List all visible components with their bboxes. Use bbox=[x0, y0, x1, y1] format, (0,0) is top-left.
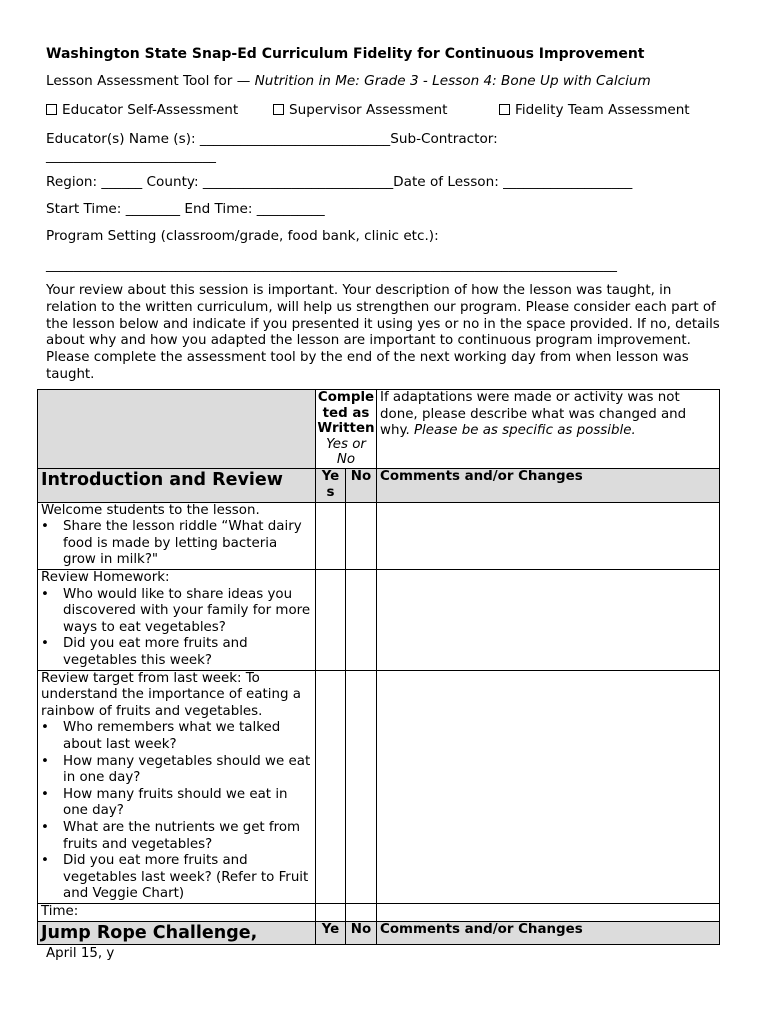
footer-date: April 15, y bbox=[46, 946, 115, 961]
completed-as-written-header: Comple ted as Written Yes or No bbox=[317, 390, 375, 467]
list-item: • Who remembers what we talked about last week? bbox=[63, 720, 312, 753]
comments-cell[interactable] bbox=[377, 570, 720, 671]
subtitle-prefix: Lesson Assessment Tool for — bbox=[46, 73, 255, 89]
list-item: • What are the nutrients we get from fruits and vegetables? bbox=[63, 820, 312, 853]
comments-column-header: Comments and/or Changes bbox=[377, 468, 720, 502]
no-cell[interactable] bbox=[346, 570, 377, 671]
review-target-cell: Review target from last week: To understand the importance of eating a rainbow of fruits and vegetables. • Who remembers what we talked about last week? • How many vegetables should we eat in one day? • How many fruits should we eat in one day? • What are the nutrients we get from fruits and vegetables? • Did you eat more fruits and vegetables last week? (Refer to Fruit and Veggie Chart) bbox=[38, 670, 316, 903]
checkbox-icon bbox=[46, 104, 57, 115]
list-item: • Did you eat more fruits and vegetables this week? bbox=[63, 636, 312, 669]
yes-cell[interactable] bbox=[316, 670, 346, 903]
educator-self-assessment-checkbox[interactable]: Educator Self-Assessment bbox=[46, 102, 238, 118]
checkbox-icon bbox=[499, 104, 510, 115]
subtitle bbox=[46, 73, 651, 90]
checkbox-icon bbox=[273, 104, 284, 115]
yes-column-header: Ye bbox=[316, 921, 346, 944]
yes-cell[interactable] bbox=[316, 570, 346, 671]
review-homework-cell: Review Homework: • Who would like to share ideas you discovered with your family for more ways to eat vegetables? • Did you eat more fruits and vegetables this week? bbox=[38, 570, 316, 671]
yes-column-header: Ye s bbox=[316, 468, 346, 502]
yes-cell[interactable] bbox=[316, 903, 346, 921]
list-item: • Who would like to share ideas you discovered with your family for more ways to eat vegetables? bbox=[63, 587, 312, 637]
welcome-activity-cell: Welcome students to the lesson. • Share the lesson riddle “What dairy food is made by letting bacteria grow in milk?" bbox=[38, 502, 316, 569]
page-title: Washington State Snap-Ed Curriculum Fidelity for Continuous Improvement bbox=[46, 46, 645, 62]
comments-cell[interactable] bbox=[377, 670, 720, 903]
program-setting-label: Program Setting (classroom/grade, food bank, clinic etc.): bbox=[46, 228, 439, 244]
comments-cell[interactable] bbox=[377, 502, 720, 569]
list-item: • Did you eat more fruits and vegetables last week? (Refer to Fruit and Veggie Chart) bbox=[63, 853, 312, 903]
no-cell[interactable] bbox=[346, 502, 377, 569]
program-setting-field[interactable]: ____________________________________________________________________________________ bbox=[46, 257, 617, 273]
time-label: Time: bbox=[38, 903, 316, 921]
section-jump-rope-challenge: Jump Rope Challenge, bbox=[38, 921, 316, 944]
no-column-header: No bbox=[346, 468, 377, 502]
section-introduction-review: Introduction and Review bbox=[38, 468, 316, 502]
supervisor-assessment-checkbox[interactable]: Supervisor Assessment bbox=[273, 102, 448, 119]
assessment-type-row bbox=[46, 102, 690, 119]
fidelity-team-assessment-checkbox[interactable]: Fidelity Team Assessment bbox=[499, 102, 690, 119]
header-blank-cell bbox=[38, 390, 316, 469]
list-item: • Share the lesson riddle “What dairy food is made by letting bacteria grow in milk?" bbox=[63, 519, 312, 569]
lesson-name: Nutrition in Me: Grade 3 - Lesson 4: Bone Up with Calcium bbox=[254, 73, 651, 89]
instructions-paragraph: Your review about this session is important. Your description of how the lesson was taught, in relation to the written curriculum, will help us strengthen our program. Please consider each part of the lesson below and indicate if you presented it using yes or no in the space provided. If no, details about why and how you adapted the lesson are important to continuous program improvement. Please complete the assessment tool by the end of the next working day from when lesson was taught. bbox=[46, 283, 720, 382]
no-cell[interactable] bbox=[346, 903, 377, 921]
comments-column-header: Comments and/or Changes bbox=[377, 921, 720, 944]
comments-cell[interactable] bbox=[377, 903, 720, 921]
list-item: • How many fruits should we eat in one day? bbox=[63, 787, 312, 820]
yes-cell[interactable] bbox=[316, 502, 346, 569]
educator-name-field[interactable]: Educator(s) Name (s): ____________________________Sub-Contractor: bbox=[46, 131, 498, 147]
adaptation-instructions-header: If adaptations were made or activity was not done, please describe what was changed and why. Please be as specific as possible. bbox=[377, 390, 720, 469]
assessment-table bbox=[37, 389, 720, 945]
no-column-header: No bbox=[346, 921, 377, 944]
no-cell[interactable] bbox=[346, 670, 377, 903]
list-item: • How many vegetables should we eat in one day? bbox=[63, 754, 312, 787]
subcontractor-field[interactable]: _________________________ bbox=[46, 148, 216, 164]
start-end-time-field[interactable]: Start Time: ________ End Time: __________ bbox=[46, 201, 325, 217]
region-county-date-field[interactable]: Region: ______ County: ____________________________Date of Lesson: ___________________ bbox=[46, 174, 633, 190]
